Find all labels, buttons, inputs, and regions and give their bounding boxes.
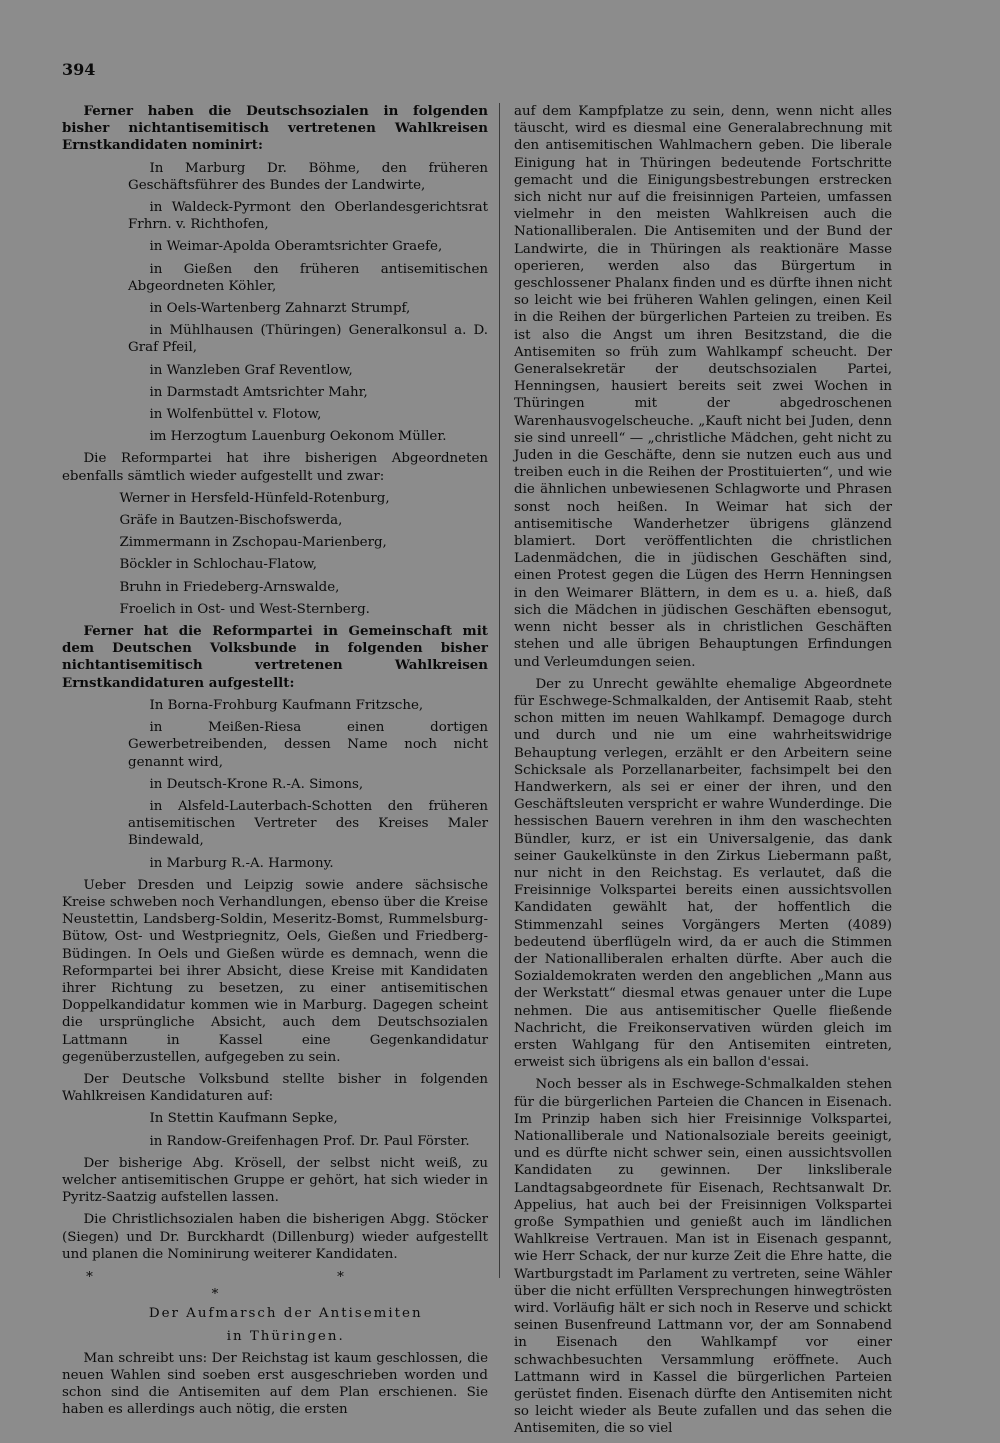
list-item: in Weimar-Apolda Oberamtsrichter Graefe, — [149, 239, 443, 255]
list-item: in Meißen-Riesa einen dortigen Gewerbetreibenden, dessen Name noch nicht genannt wird, — [128, 720, 488, 770]
list-item: in Gießen den früheren antisemitischen Abgeordneten Köhler, — [128, 261, 488, 294]
paragraph-article-start: Man schreibt uns: Der Reichstag ist kaum geschlossen, die neuen Wahlen sind soeben erst ausgeschrieben worden und schon sind die Antisemiten auf dem Plan erschienen. Sie haben es allerdings auch nötig, die ersten — [62, 1350, 488, 1418]
paragraph-verhandlungen: Ueber Dresden und Leipzig sowie andere sächsische Kreise schweben noch Verhandlungen, ebenso über die Kreise Neustettin, Landsberg-Soldin, Meseritz-Bomst, Rummelsburg-Bütow, Ost- und Westpriegnitz, Oels, Gießen und Friedberg-Büdingen. In Oels und Gießen würde es demnach, wenn die Reformpartei bei ihrer Absicht, diese Kreise mit Kandidaten ihrer Richtung zu besetzen, zu einer antisemitischen Doppelkandidatur kommen wie in Marburg. Dagegen scheint die ursprüngliche Absicht, auch dem Deutschsozialen Lattmann in Kassel eine Gegenkandidatur gegenüberzustellen, aufgegeben zu sein. — [62, 877, 488, 1065]
deutschsoziale-candidate-list — [62, 160, 488, 446]
list-item: in Waldeck-Pyrmont den Oberlandesgerichtsrat Frhrn. v. Richthofen, — [128, 200, 488, 233]
section-separator: * * * — [86, 1269, 464, 1303]
paragraph-deutschsoziale-intro: Ferner haben die Deutschsozialen in folgenden bisher nichtantisemitisch vertretenen Wahlkreisen Ernstkandidaten nominirt: — [62, 103, 488, 154]
list-item: in Wolfenbüttel v. Flotow, — [149, 407, 322, 423]
page-number: 394 — [62, 60, 96, 79]
article-subheading: in Thüringen. — [226, 1328, 345, 1344]
list-item: In Marburg Dr. Böhme, den früheren Geschäftsführer des Bundes der Landwirte, — [128, 160, 488, 193]
list-item: Zimmermann in Zschopau-Marienberg, — [119, 535, 387, 551]
list-item: in Deutsch-Krone R.-A. Simons, — [149, 776, 364, 792]
list-item: in Darmstadt Amtsrichter Mahr, — [149, 384, 368, 400]
list-item: Gräfe in Bautzen-Bischofswerda, — [119, 513, 343, 529]
list-item: in Mühlhausen (Thüringen) Generalkonsul a. D. Graf Pfeil, — [128, 323, 488, 356]
paragraph-eisenach: Noch besser als in Eschwege-Schmalkalden stehen für die bürgerlichen Parteien die Chancen in Eisenach. Im Prinzip haben sich hier Freisinnige Volkspartei, Nationalliberale und Nationalsoziale bereits geeinigt, und es dürfte nicht schwer sein, einen aussichtsvollen Kandidaten zu gewinnen. Der linksliberale Landtagsabgeordnete für Eisenach, Rechtsanwalt Dr. Appelius, hat auch bei der Freisinnigen Volkspartei große Sympathien und genießt auch im ländlichen Wahlkreise Vertrauen. Man ist in Eisenach gespannt, wie Herr Schack, der nur kurze Zeit die Ehre hatte, die Wartburgstadt im Parlament zu vertreten, seine Wähler über die nicht erfüllten Versprechungen hinwegtrösten wird. Vorläufig hält er sich noch in Reserve und schickt seinen Busenfreund Lattmann vor, der am Sonnabend in Eisenach den Wahlkampf vor einer schwachbesuchten Versammlung eröffnete. Auch Lattmann wird in Kassel die bürgerlichen Parteien gerüstet finden. Eisenach dürfte den Antisemiten nicht so leicht wieder als Beute zufallen und das sehen die Antisemiten, die so viel — [514, 1077, 892, 1437]
paragraph-continuation: auf dem Kampfplatze zu sein, denn, wenn nicht alles täuscht, wird es diesmal eine Generalabrechnung mit den antisemitischen Wahlmachern geben. Die liberale Einigung hat in Thüringen bedeutende Fortschritte gemacht und die Einigungsbestrebungen erstrecken sich nicht nur auf die freisinnigen Parteien, umfassen vielmehr in den meisten Wahlkreisen auch die Nationalliberalen. Die Antisemiten und der Bund der Landwirte, die in Thüringen als reaktionäre Masse operieren, werden also das Bürgertum in geschlossener Phalanx finden und es dürfte ihnen nicht so leicht wie bei früheren Wahlen gelingen, einen Keil in die Reihen der bürgerlichen Parteien zu treiben. Es ist also die Angst um ihren Besitzstand, die die Antisemiten so früh zum Wahlkampf scheucht. Der Generalsekretär der deutschsozialen Partei, Henningsen, hausiert bereits seit zwei Wochen in Thüringen mit der abgedroschenen Warenhausvogelscheuche. „Kauft nicht bei Juden, denn sie sind unreell“ — „christliche Mädchen, geht nicht zu Juden in die Geschäfte, denn sie nutzen euch aus und treiben euch in die Reihen der Prostituierten“, und wie die ähnlichen unbewiesenen Schlagworte und Phrasen sonst noch heißen. In Weimar hat sich der antisemitische Wanderhetzer übrigens glänzend blamiert. Dort veröffentlichten die christlichen Ladenmädchen, die in jüdischen Geschäften sind, einen Protest gegen die Lügen des Herrn Henningsen in den Weimarer Blättern, in dem es u. a. hieß, daß sich die Mädchen in jüdischen Geschäften ebensogut, wenn nicht besser als in christlichen Geschäften stehen und alle übrigen Behauptungen Erfindungen und Verleumdungen seien. — [514, 104, 892, 670]
list-item: in Marburg R.-A. Harmony. — [149, 855, 334, 871]
list-item: Werner in Hersfeld-Hünfeld-Rotenburg, — [119, 490, 390, 506]
paragraph-kroesell: Der bisherige Abg. Krösell, der selbst nicht weiß, zu welcher antisemitischen Gruppe er gehört, hat sich wieder in Pyritz-Saatzig aufstellen lassen. — [62, 1155, 488, 1206]
list-item: In Stettin Kaufmann Sepke, — [149, 1111, 338, 1127]
list-item: In Borna-Frohburg Kaufmann Fritzsche, — [149, 697, 424, 713]
column-divider — [499, 103, 500, 1278]
article-heading: Der Aufmarsch der Antisemiten — [148, 1306, 423, 1322]
paragraph-volksbund: Der Deutsche Volksbund stellte bisher in folgenden Wahlkreisen Kandidaturen auf: — [62, 1071, 488, 1105]
paragraph-eschwege: Der zu Unrecht gewählte ehemalige Abgeordnete für Eschwege-Schmalkalden, der Antisemit Raab, steht schon mitten im neuen Wahlkampf. Demagoge durch und durch und nie um eine wahrheitswidrige Behauptung verlegen, erzählt er den Arbeitern seine Schicksale als Porzellanarbeiter, fachsimpelt bei den Handwerkern, als sei er einer der ihren, und den Geschäftsleuten verspricht er wahre Wunderdinge. Die hessischen Bauern verehren in ihm den waschechten Bündler, kurz, er ist ein Universalgenie, das dank seiner Gaukelkünste in den Zirkus Liebermann paßt, nur nicht in den Reichstag. Es verlautet, daß die Freisinnige Volkspartei bereits einen aussichtsvollen Kandidaten gewählt hat, der hoffentlich die Stimmenzahl seines Vorgängers Merten (4089) bedeutend überflügeln wird, da er auch die Stimmen der Nationalliberalen erhalten dürfte. Aber auch die Sozialdemokraten werden den angeblichen „Mann aus der Werkstatt“ diesmal etwas genauer unter die Lupe nehmen. Die aus antisemitischer Quelle fließende Nachricht, die Freikonservativen würden gleich im ersten Wahlgang für den Antisemiten eintreten, erweist sich übrigens als ein ballon d'essai. — [514, 676, 892, 1071]
right-column — [514, 103, 892, 1443]
list-item: in Oels-Wartenberg Zahnarzt Strumpf, — [149, 301, 411, 317]
left-column — [62, 103, 488, 1424]
list-item: Froelich in Ost- und West-Sternberg. — [119, 601, 370, 617]
list-item: Bruhn in Friedeberg-Arnswalde, — [119, 579, 340, 595]
list-item: in Randow-Greifenhagen Prof. Dr. Paul Förster. — [149, 1133, 470, 1149]
paragraph-volksbund-gemeinschaft: Ferner hat die Reformpartei in Gemeinschaft mit dem Deutschen Volksbunde in folgenden bisher nichtantisemitisch vertretenen Wahlkreisen Ernstkandidaturen aufgestellt: — [62, 623, 488, 691]
reformpartei-candidate-list — [62, 490, 488, 618]
list-item: in Wanzleben Graf Reventlow, — [149, 362, 353, 378]
list-item: Böckler in Schlochau-Flatow, — [119, 557, 318, 573]
paragraph-reformpartei: Die Reformpartei hat ihre bisherigen Abgeordneten ebenfalls sämtlich wieder aufgestellt und zwar: — [62, 451, 488, 484]
gemeinschaft-candidate-list — [62, 697, 488, 872]
list-item: in Alsfeld-Lauterbach-Schotten den früheren antisemitischen Vertreter des Kreises Maler Bindewald, — [128, 798, 488, 849]
paragraph-christlichsoziale: Die Christlichsozialen haben die bisherigen Abgg. Stöcker (Siegen) und Dr. Burckhardt (Dillenburg) wieder aufgestellt und planen die Nominirung weiterer Kandidaten. — [62, 1212, 488, 1262]
volksbund-candidate-list — [62, 1110, 488, 1149]
list-item: im Herzogtum Lauenburg Oekonom Müller. — [149, 429, 447, 445]
